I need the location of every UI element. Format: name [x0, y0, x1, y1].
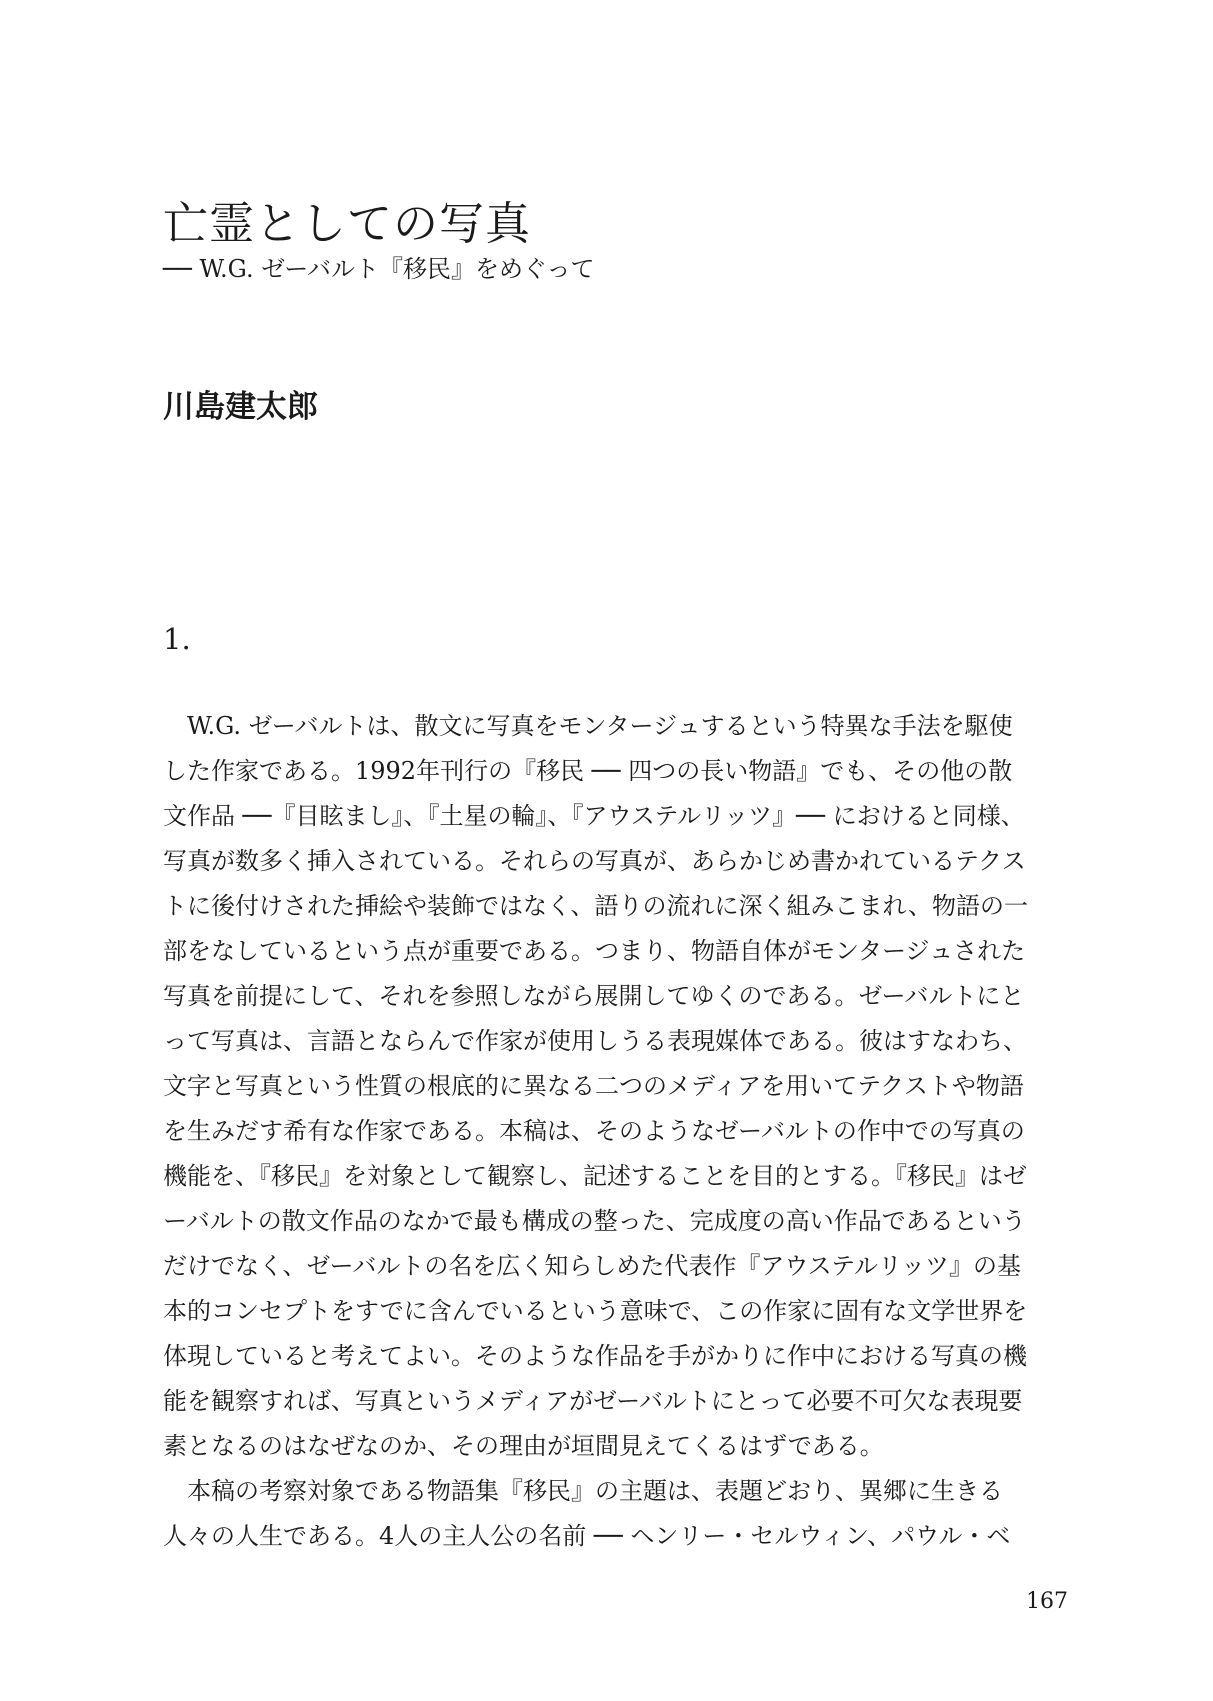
paragraph-line: って写真は、言語とならんで作家が使用しうる表現媒体である。彼はすなわち、 [163, 1027, 1027, 1055]
section-heading: 1. [163, 622, 191, 656]
paragraph-line: W.G. ゼーバルトは、散文に写真をモンタージュするという特異な手法を駆使 [187, 712, 1013, 740]
author-name: 川島建太郎 [163, 389, 318, 425]
paragraph-line: 素となるのはなぜなのか、その理由が垣間見えてくるはずである。 [163, 1432, 884, 1460]
paragraph-line: 機能を、『移民』を対象として観察し、記述することを目的とする。『移民』はゼ [163, 1162, 1027, 1190]
paragraph-line: 文字と写真という性質の根底的に異なる二つのメディアを用いてテクストや物語 [163, 1072, 1024, 1100]
paragraph-line: 本稿の考察対象である物語集『移民』の主題は、表題どおり、異郷に生きる [187, 1477, 1003, 1505]
paragraph-line: を生みだす希有な作家である。本稿は、そのようなゼーバルトの作中での写真の [163, 1117, 1025, 1145]
page-title: 亡霊としての写真 [163, 197, 532, 250]
paragraph-line: 写真が数多く挿入されている。それらの写真が、あらかじめ書かれているテクス [163, 847, 1026, 875]
paragraph-line: 文作品 ──『目眩まし』、『土星の輪』、『アウステルリッツ』── におけると同様、 [163, 802, 1025, 830]
paragraph-line: 写真を前提にして、それを参照しながら展開してゆくのである。ゼーバルトにと [163, 982, 1025, 1010]
subtitle: ── W.G. ゼーバルト『移民』をめぐって [163, 255, 595, 283]
page-number: 167 [1026, 1589, 1068, 1614]
paragraph-line: だけでなく、ゼーバルトの名を広く知らしめた代表作『アウステルリッツ』の基 [163, 1252, 1021, 1280]
paragraph-line: 能を観察すれば、写真というメディアがゼーバルトにとって必要不可欠な表現要 [163, 1387, 1023, 1415]
paragraph-line: した作家である。1992年刊行の『移民 ── 四つの長い物語』でも、その他の散 [163, 757, 1013, 785]
paragraph-line: ーバルトの散文作品のなかで最も構成の整った、完成度の高い作品であるという [163, 1207, 1026, 1235]
body-text [163, 704, 1068, 1559]
paragraph-line: 部をなしているという点が重要である。つまり、物語自体がモンタージュされた [163, 937, 1026, 965]
paragraph-line: トに後付けされた挿絵や装飾ではなく、語りの流れに深く組みこまれ、物語の一 [163, 892, 1028, 920]
paragraph-line: 本的コンセプトをすでに含んでいるという意味で、この作家に固有な文学世界を [163, 1297, 1028, 1325]
paragraph-line: 人々の人生である。4人の主人公の名前 ── ヘンリー・セルウィン、パウル・ベ [163, 1522, 1011, 1550]
paragraph-line: 体現していると考えてよい。そのような作品を手がかりに作中における写真の機 [163, 1342, 1027, 1370]
